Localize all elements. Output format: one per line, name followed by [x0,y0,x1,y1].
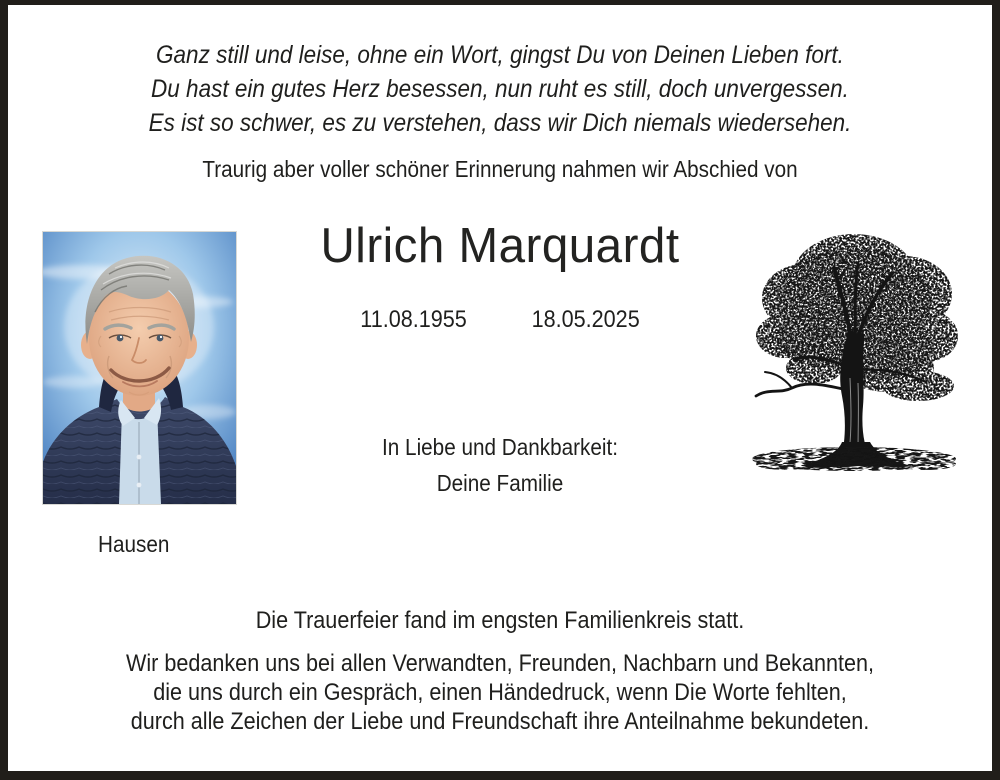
birth-date: 11.08.1955 [360,306,467,333]
deceased-name: Ulrich Marquardt [320,219,680,273]
closing-line: Die Trauerfeier fand im engsten Familienkreis statt. [255,607,745,634]
death-date: 18.05.2025 [531,306,640,333]
intro-line: Traurig aber voller schöner Erinnerung nahmen wir Abschied von [202,156,798,182]
closing-line: die uns durch ein Gespräch, einen Händedruck, wenn Die Worte fehlten, [153,679,847,706]
poem-line: Ganz still und leise, ohne ein Wort, gingst Du von Deinen Lieben fort. [156,41,844,69]
closing-line: durch alle Zeichen der Liebe und Freundschaft ihre Anteilnahme bekundeten. [130,708,870,735]
closing-line: Wir bedanken uns bei allen Verwandten, Freunden, Nachbarn und Bekannten, [125,650,875,677]
poem-line: Es ist so schwer, es zu verstehen, dass wir Dich niemals wiedersehen. [148,109,852,137]
location-label: Hausen [98,531,170,557]
memorial-poem [0,38,1000,140]
dedication-line: In Liebe und Dankbarkeit: [382,434,618,460]
poem-line: Du hast ein gutes Herz besessen, nun ruht es still, doch unvergessen. [151,75,849,103]
dedication-family: Deine Familie [436,470,564,496]
